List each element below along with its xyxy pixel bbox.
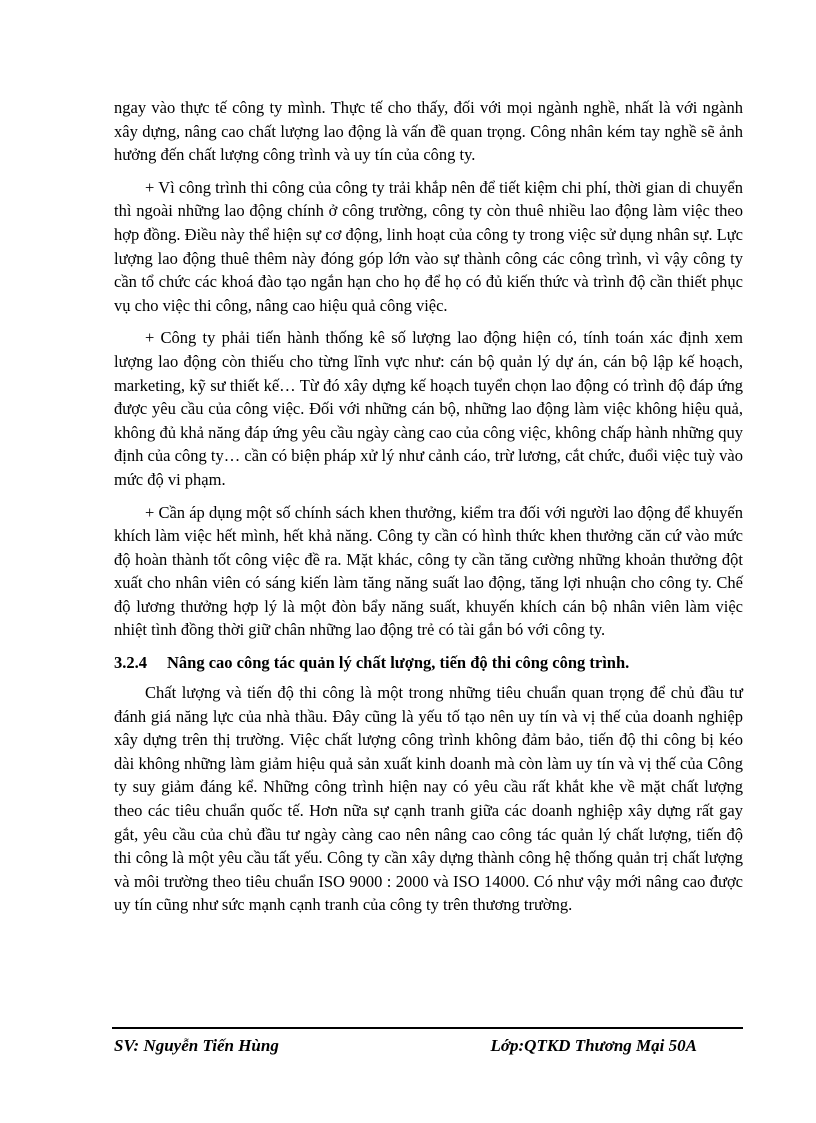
footer-class-name: Lớp:QTKD Thương Mại 50A	[490, 1036, 697, 1055]
paragraph-reward-policy: + Cần áp dụng một số chính sách khen thưởng, kiểm tra đối với người lao động để khuyến khích làm việc hết mình, hết khả năng. Công ty cần có hình thức khen thưởng căn cứ vào mức độ hoàn thành tốt công việc đề ra. Mặt khác, công ty cần tăng cường những khoản thưởng đột xuất cho nhân viên có sáng kiến làm tăng năng suất lao động, tăng lợi nhuận cho công ty. Chế độ lương thưởng hợp lý là một đòn bẩy năng suất, khuyến khích cán bộ nhân viên làm việc nhiệt tình đồng thời giữ chân những lao động trẻ có tài gắn bó với công ty.	[114, 502, 743, 640]
footer-student-name: SV: Nguyễn Tiến Hùng	[114, 1036, 279, 1055]
paragraph-quality-progress: Chất lượng và tiến độ thi công là một trong những tiêu chuẩn quan trọng để chủ đầu tư đánh giá năng lực của nhà thầu. Đây cũng là yếu tố tạo nên uy tín và vị thế của doanh nghiệp xây dựng trên thị trường. Việc chất lượng công trình không đảm bảo, tiến độ thi công bị kéo dài không những làm giảm hiệu quả sản xuất kinh doanh mà còn làm uy tín và vị thế của Công ty suy giảm đáng kể. Những công trình hiện nay có yêu cầu rất khắt khe về mặt chất lượng theo các tiêu chuẩn quốc tế. Hơn nữa sự cạnh tranh giữa các doanh nghiệp xây dựng rất gay gắt, yêu cầu của chủ đầu tư ngày càng cao nên nâng cao công tác quản lý chất lượng, tiến độ thi công là một yêu cầu tất yếu. Công ty cần xây dựng thành công hệ thống quản trị chất lượng và môi trường theo tiêu chuẩn ISO 9000 : 2000 và ISO 14000. Có như vậy mới nâng cao được uy tín cũng như sức mạnh cạnh tranh của công ty trên thương trường.	[114, 683, 743, 915]
paragraph-continuation: ngay vào thực tế công ty mình. Thực tế cho thấy, đối với mọi ngành nghề, nhất là với ngành xây dựng, nâng cao chất lượng lao động là vấn đề quan trọng. Công nhân kém tay nghề sẽ ảnh hưởng đến chất lượng công trình và uy tín của công ty.	[114, 98, 743, 165]
page-content	[114, 96, 743, 926]
paragraph-labor-statistics: + Công ty phải tiến hành thống kê số lượng lao động hiện có, tính toán xác định xem lượng lao động còn thiếu cho từng lĩnh vực như: cán bộ quản lý dự án, cán bộ lập kế hoạch, marketing, kỹ sư thiết kế… Từ đó xây dựng kế hoạch tuyển chọn lao động có trình độ đáp ứng được yêu cầu của công việc. Đối với những cán bộ, những lao động làm việc không hiệu quả, không đủ khả năng đáp ứng yêu cầu ngày càng cao của công việc, không chấp hành những quy định của công ty… cần có biện pháp xử lý như cảnh cáo, trừ lương, cắt chức, đuổi việc tuỳ vào mức độ vi phạm.	[114, 328, 743, 489]
paragraph-contract-labor: + Vì công trình thi công của công ty trải khắp nên để tiết kiệm chi phí, thời gian di chuyển thì ngoài những lao động chính ở công trường, công ty còn thuê nhiều lao động làm việc theo hợp đồng. Điều này thể hiện sự cơ động, linh hoạt của công ty trong việc sử dụng nhân sự. Lực lượng lao động thuê thêm này đóng góp lớn vào sự thành công các công trình, vì vậy công ty cần tổ chức các khoá đào tạo ngắn hạn cho họ để họ có đủ kiến thức và trình độ cần thiết phục vụ cho việc thi công, nâng cao hiệu quả công việc.	[114, 177, 743, 315]
section-heading	[114, 651, 743, 675]
footer-divider	[112, 1027, 743, 1029]
section-number: 3.2.4	[114, 653, 147, 673]
section-title: Nâng cao công tác quản lý chất lượng, tiến độ thi công công trình.	[167, 653, 630, 673]
page-footer	[114, 1034, 743, 1058]
